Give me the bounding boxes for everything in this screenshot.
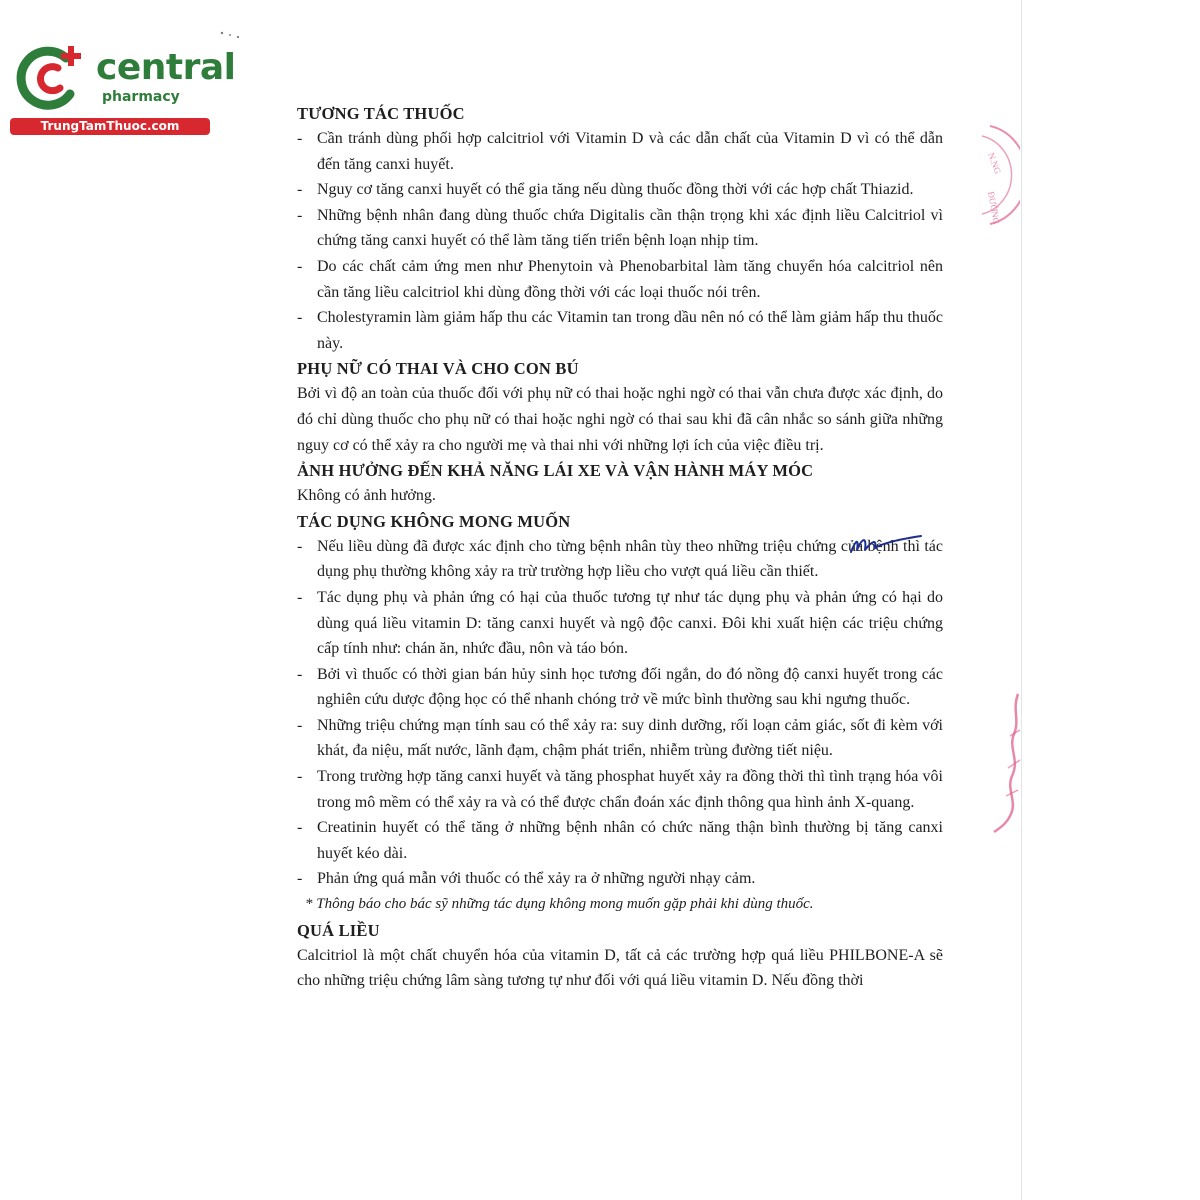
handwritten-signature: [845, 528, 925, 558]
heading-interactions: TƯƠNG TÁC THUỐC: [297, 104, 465, 123]
list-item: - Nguy cơ tăng canxi huyết có thể gia tăng nếu dùng thuốc đồng thời với các hợp chất Thiazid.: [297, 177, 943, 203]
logo-website-banner: TrungTamThuoc.com: [10, 118, 210, 135]
list-item: - Bởi vì thuốc có thời gian bán hủy sinh học tương đối ngắn, do đó nồng độ canxi huyết trong các nghiên cứu dược động học có thể nhanh chóng trở về mức bình thường sau khi ngưng thuốc.: [297, 662, 943, 713]
list-item: - Tác dụng phụ và phản ứng có hại của thuốc tương tự như tác dụng phụ và phản ứng có hại do dùng quá liều vitamin D: tăng canxi huyết và ngộ độc canxi. Đôi khi xuất hiện các triệu chứng cấp tính như: chán ăn, nhức đầu, nôn và táo bón.: [297, 585, 943, 662]
list-item: - Do các chất cảm ứng men như Phenytoin và Phenobarbital làm tăng chuyển hóa calcitriol nên cần tăng liều calcitriol khi dùng đồng thời với các loại thuốc nói trên.: [297, 254, 943, 305]
logo-sub-text: pharmacy: [102, 89, 180, 105]
list-item: - Phản ứng quá mẫn với thuốc có thể xảy ra ở những người nhạy cảm.: [297, 866, 943, 892]
red-stamp-fragment: [990, 690, 1025, 835]
list-item: - Cholestyramin làm giảm hấp thu các Vitamin tan trong dầu nên nó có thể làm giảm hấp thu thuốc này.: [297, 305, 943, 356]
list-item: - Cần tránh dùng phối hợp calcitriol với Vitamin D và các dẫn chất của Vitamin D vì có thể dẫn đến tăng canxi huyết.: [297, 126, 943, 177]
list-item: - Creatinin huyết có thể tăng ở những bệnh nhân có chức năng thận bình thường bị tăng canxi huyết kéo dài.: [297, 815, 943, 866]
red-stamp-seal: [970, 120, 1020, 230]
driving-paragraph: Không có ảnh hưởng.: [297, 487, 436, 505]
side-effects-note: * Thông báo cho bác sỹ những tác dụng không mong muốn gặp phải khi dùng thuốc.: [305, 896, 814, 913]
scan-artifact: [218, 30, 242, 40]
pharmacy-cross-icon: [10, 38, 92, 120]
list-item: - Những bệnh nhân đang dùng thuốc chứa Digitalis cần thận trọng khi xác định liều Calcitriol vì chứng tăng canxi huyết có thể làm tăng tiến triển bệnh loạn nhịp tim.: [297, 203, 943, 254]
list-item: - Trong trường hợp tăng canxi huyết và tăng phosphat huyết xảy ra đồng thời thì tình trạng hóa vôi trong mô mềm có thể xảy ra và có thể được chẩn đoán xác định thông qua hình ảnh X-quang.: [297, 764, 943, 815]
list-item: - Nếu liều dùng đã được xác định cho từng bệnh nhân tùy theo những triệu chứng của bệnh thì tác dụng phụ thường không xảy ra trừ trường hợp liều cho vượt quá liều cần thiết.: [297, 534, 943, 585]
svg-text:N.NG: N.NG: [986, 151, 1003, 176]
pregnancy-paragraph: Bởi vì độ an toàn của thuốc đối với phụ nữ có thai hoặc nghi ngờ có thai vẫn chưa được xác định, do đó chỉ dùng thuốc cho phụ nữ có thai hoặc nghi ngờ có thai sau khi đã cân nhắc so sánh giữa những nguy cơ có thể xảy ra cho người mẹ và thai nhi với những lợi ích của việc điều trị.: [297, 385, 943, 454]
svg-text:ĐƯỜNG: ĐƯỜNG: [986, 190, 1002, 225]
central-pharmacy-logo[interactable]: [10, 38, 236, 138]
logo-brand-text: central: [96, 47, 236, 88]
side-effects-list: [297, 534, 943, 892]
heading-side-effects: TÁC DỤNG KHÔNG MONG MUỐN: [297, 511, 571, 531]
scan-edge-line: [1021, 0, 1022, 1200]
heading-driving: ẢNH HƯỞNG ĐẾN KHẢ NĂNG LÁI XE VÀ VẬN HÀNH MÁY MÓC: [297, 461, 814, 481]
list-item: - Những triệu chứng mạn tính sau có thể xảy ra: suy dinh dưỡng, rối loạn cảm giác, sốt đi kèm với khát, đa niệu, mất nước, lãnh đạm, chậm phát triển, nhiễm trùng đường tiết niệu.: [297, 713, 943, 764]
heading-pregnancy: PHỤ NỮ CÓ THAI VÀ CHO CON BÚ: [297, 359, 579, 379]
interactions-list: [297, 126, 943, 356]
heading-overdose: QUÁ LIỀU: [297, 920, 380, 940]
overdose-paragraph: Calcitriol là một chất chuyển hóa của vitamin D, tất cả các trường hợp quá liều PHILBONE-A sẽ cho những triệu chứng lâm sàng tương tự như đối với quá liều vitamin D. Nếu đồng thời: [297, 946, 943, 990]
